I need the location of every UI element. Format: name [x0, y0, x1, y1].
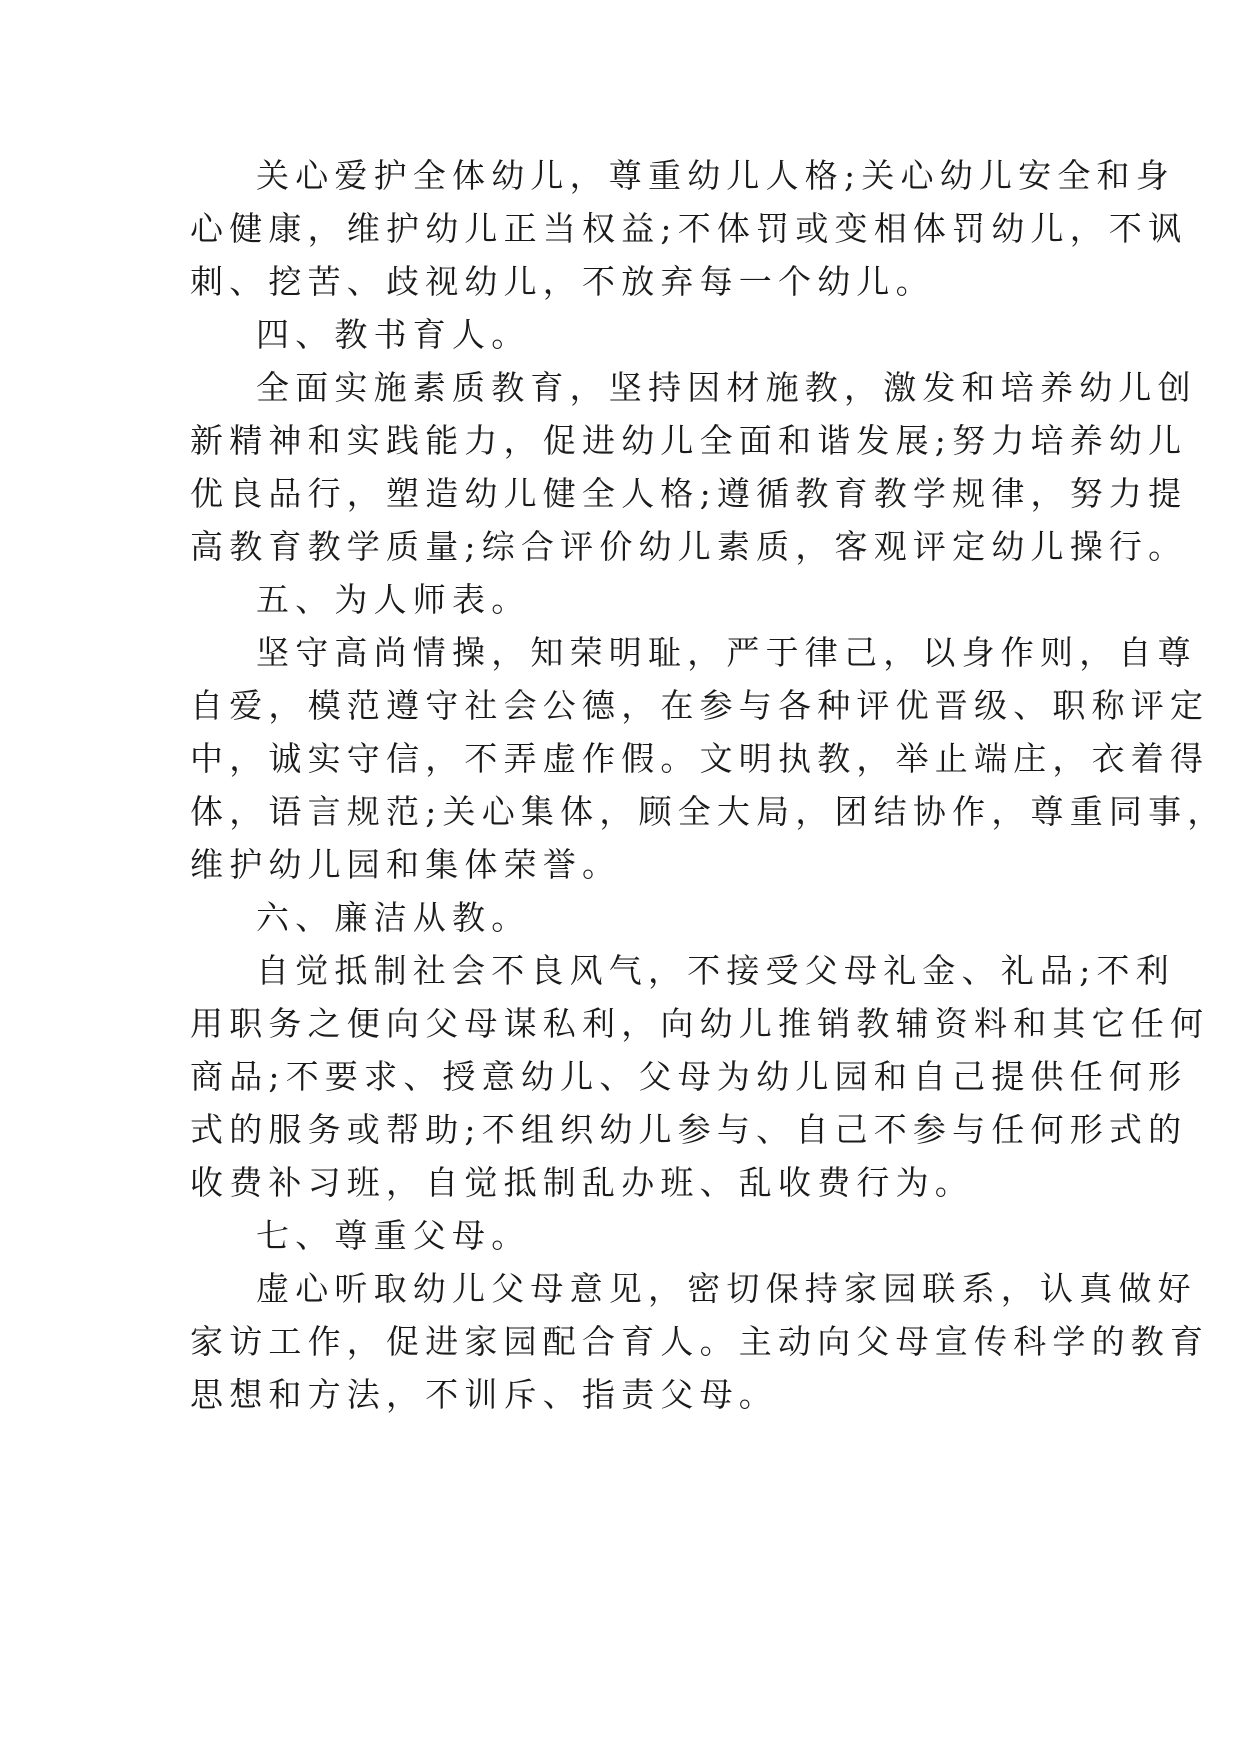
paragraph-line: 高教育教学质量;综合评价幼儿素质，客观评定幼儿操行。: [190, 527, 1188, 566]
paragraph-line: 刺、挖苦、歧视幼儿，不放弃每一个幼儿。: [190, 262, 935, 301]
paragraph-line: 维护幼儿园和集体荣誉。: [190, 845, 622, 884]
paragraph-line: 自爱，模范遵守社会公德，在参与各种评优晋级、职称评定: [190, 686, 1210, 725]
paragraph-line: 心健康，维护幼儿正当权益;不体罚或变相体罚幼儿，不讽: [190, 209, 1188, 248]
paragraph-line: 虚心听取幼儿父母意见，密切保持家园联系，认真做好: [256, 1269, 1197, 1308]
section-heading: 四、教书育人。: [256, 315, 531, 354]
paragraph-line: 商品;不要求、授意幼儿、父母为幼儿园和自己提供任何形: [190, 1057, 1188, 1096]
paragraph-line: 中，诚实守信，不弄虚作假。文明执教，举止端庄，衣着得: [190, 739, 1210, 778]
paragraph-line: 新精神和实践能力，促进幼儿全面和谐发展;努力培养幼儿: [190, 421, 1188, 460]
paragraph-line: 关心爱护全体幼儿，尊重幼儿人格;关心幼儿安全和身: [256, 156, 1175, 195]
paragraph-line: 收费补习班，自觉抵制乱办班、乱收费行为。: [190, 1163, 974, 1202]
paragraph-line: 体，语言规范;关心集体，顾全大局，团结协作，尊重同事，: [190, 792, 1227, 831]
paragraph-line: 全面实施素质教育，坚持因材施教，激发和培养幼儿创: [256, 368, 1197, 407]
section-heading: 六、廉洁从教。: [256, 898, 531, 937]
section-heading: 七、尊重父母。: [256, 1216, 531, 1255]
paragraph-line: 思想和方法，不训斥、指责父母。: [190, 1375, 778, 1414]
paragraph-line: 家访工作，促进家园配合育人。主动向父母宣传科学的教育: [190, 1322, 1210, 1361]
paragraph-line: 用职务之便向父母谋私利，向幼儿推销教辅资料和其它任何: [190, 1004, 1210, 1043]
paragraph-line: 自觉抵制社会不良风气，不接受父母礼金、礼品;不利: [256, 951, 1175, 990]
paragraph-line: 优良品行，塑造幼儿健全人格;遵循教育教学规律，努力提: [190, 474, 1188, 513]
paragraph-line: 式的服务或帮助;不组织幼儿参与、自己不参与任何形式的: [190, 1110, 1188, 1149]
paragraph-line: 坚守高尚情操，知荣明耻，严于律己，以身作则，自尊: [256, 633, 1197, 672]
section-heading: 五、为人师表。: [256, 580, 531, 619]
